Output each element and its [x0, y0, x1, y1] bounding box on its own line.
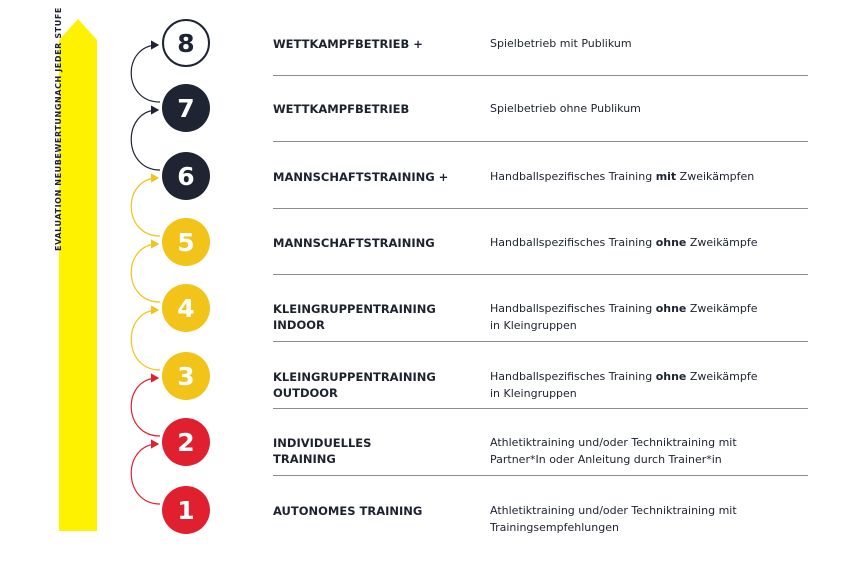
- stage-description: Handballspezifisches Training ohne Zweikämpfe in Kleingruppen: [490, 302, 758, 332]
- stage-divider: [273, 141, 808, 142]
- stage-title: WETTKAMPFBETRIEB: [273, 102, 410, 116]
- stage-divider: [273, 341, 808, 342]
- stage-title: AUTONOMES TRAINING: [273, 504, 423, 518]
- stage-number-6: 6: [162, 152, 210, 200]
- side-label: EVALUATION NEUBEWERTUNGNACH JEDER STUFE: [54, 7, 63, 251]
- stage-title: KLEINGRUPPENTRAINING OUTDOOR: [273, 370, 436, 400]
- stage-number-4: 4: [162, 284, 210, 332]
- stage-divider: [273, 274, 808, 275]
- stage-divider: [273, 208, 808, 209]
- stage-divider: [273, 408, 808, 409]
- stage-description: Spielbetrieb mit Publikum: [490, 37, 632, 50]
- stage-title: WETTKAMPFBETRIEB +: [273, 37, 423, 51]
- stage-description: Handballspezifisches Training ohne Zweikämpfe: [490, 236, 758, 249]
- stage-number-8: 8: [162, 19, 210, 67]
- stage-divider: [273, 475, 808, 476]
- stage-description: Athletiktraining und/oder Techniktraining mit Trainingsempfehlungen: [490, 504, 737, 534]
- stage-description: Spielbetrieb ohne Publikum: [490, 102, 641, 115]
- stage-description: Handballspezifisches Training ohne Zweikämpfe in Kleingruppen: [490, 370, 758, 400]
- stage-divider: [273, 75, 808, 76]
- stage-number-3: 3: [162, 352, 210, 400]
- stage-title: MANNSCHAFTSTRAINING +: [273, 170, 449, 184]
- stage-number-7: 7: [162, 84, 210, 132]
- stage-description: Handballspezifisches Training mit Zweikämpfen: [490, 170, 755, 183]
- stage-description: Athletiktraining und/oder Techniktraining mit Partner*In oder Anleitung durch Trainer*in: [490, 436, 737, 466]
- stage-title: MANNSCHAFTSTRAINING: [273, 236, 435, 250]
- stage-number-5: 5: [162, 218, 210, 266]
- stage-number-2: 2: [162, 418, 210, 466]
- stage-number-1: 1: [162, 486, 210, 534]
- stage-title: INDIVIDUELLES TRAINING: [273, 436, 372, 466]
- stage-title: KLEINGRUPPENTRAINING INDOOR: [273, 302, 436, 332]
